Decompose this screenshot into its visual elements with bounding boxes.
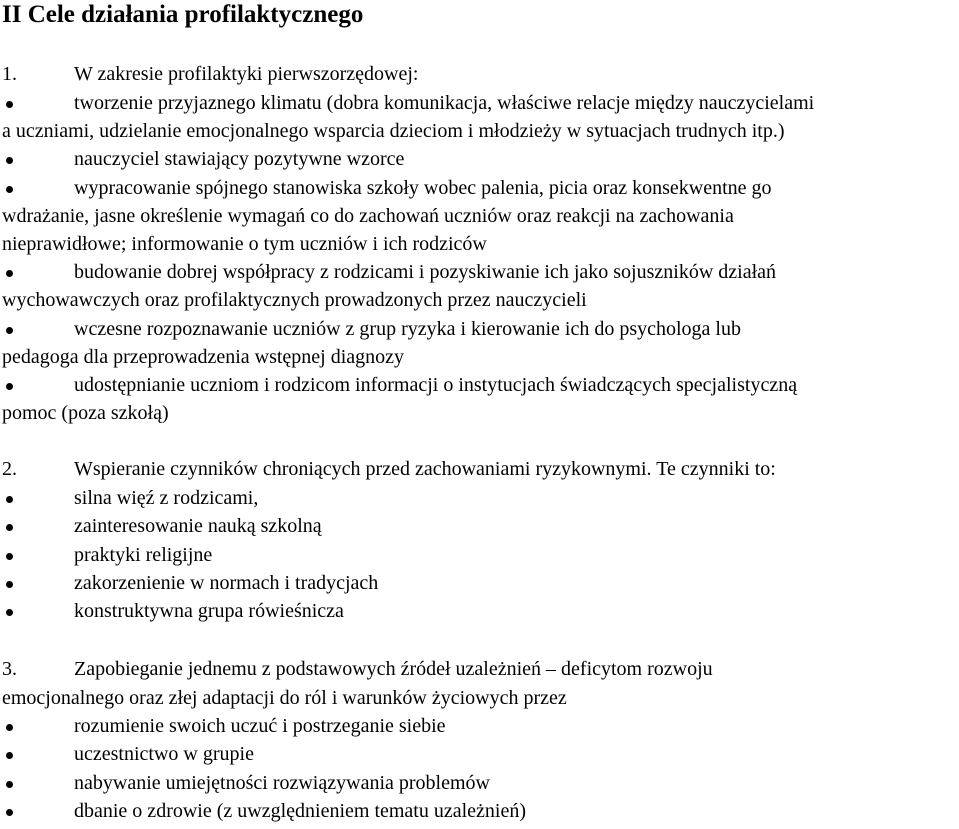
list-item: silna więź z rodzicami,	[74, 487, 259, 509]
bullet-icon	[6, 186, 13, 193]
list-item: praktyki religijne	[74, 544, 213, 566]
list-item: zakorzenienie w normach i tradycjach	[74, 572, 379, 594]
bullet-icon	[6, 327, 13, 334]
section-1-line: wczesne rozpoznawanie uczniów z grup ryzyka i kierowanie ich do psychologa lub	[74, 318, 741, 340]
bullet-icon	[6, 809, 13, 816]
list-item: konstruktywna grupa rówieśnicza	[74, 600, 344, 622]
section-1-line: pedagoga dla przeprowadzenia wstępnej diagnozy	[2, 346, 405, 368]
section-1-line: nieprawidłowe; informowanie o tym uczniów i ich rodziców	[2, 233, 487, 255]
bullet-icon	[6, 781, 13, 788]
section-1-number: 1.	[2, 63, 17, 85]
bullet-icon	[6, 524, 13, 531]
section-1-line: wdrażanie, jasne określenie wymagań co do zachowań uczniów oraz reakcji na zachowania	[2, 205, 734, 227]
section-1-line: nauczyciel stawiający pozytywne wzorce	[74, 148, 405, 170]
section-3-number: 3.	[2, 658, 17, 680]
list-item: zainteresowanie nauką szkolną	[74, 515, 322, 537]
section-1-line: wychowawczych oraz profilaktycznych prowadzonych przez nauczycieli	[2, 289, 587, 311]
section-1-line: wypracowanie spójnego stanowiska szkoły wobec palenia, picia oraz konsekwentne go	[74, 177, 772, 199]
section-1-line: pomoc (poza szkołą)	[2, 402, 169, 424]
bullet-icon	[6, 383, 13, 390]
section-3-lead: Zapobieganie jednemu z podstawowych źródeł uzależnień – deficytom rozwoju	[74, 658, 713, 680]
section-1-line: budowanie dobrej współpracy z rodzicami i pozyskiwanie ich jako sojuszników działań	[74, 261, 777, 283]
bullet-icon	[6, 752, 13, 759]
list-item: rozumienie swoich uczuć i postrzeganie siebie	[74, 715, 446, 737]
section-3-lead-cont: emocjonalnego oraz złej adaptacji do ról i warunków życiowych przez	[2, 687, 567, 709]
bullet-icon	[6, 609, 13, 616]
bullet-icon	[6, 496, 13, 503]
section-1-line: tworzenie przyjaznego klimatu (dobra komunikacja, właściwe relacje między nauczycielami	[74, 92, 815, 114]
section-1-line: a uczniami, udzielanie emocjonalnego wsparcia dzieciom i młodzieży w sytuacjach trudnych itp.)	[2, 120, 785, 142]
section-1-lead: W zakresie profilaktyki pierwszorzędowej:	[74, 63, 419, 85]
list-item: nabywanie umiejętności rozwiązywania problemów	[74, 772, 490, 794]
list-item: dbanie o zdrowie (z uwzględnieniem tematu uzależnień)	[74, 800, 527, 822]
bullet-icon	[6, 157, 13, 164]
list-item: uczestnictwo w grupie	[74, 743, 254, 765]
bullet-icon	[6, 581, 13, 588]
bullet-icon	[6, 101, 13, 108]
section-2-number: 2.	[2, 458, 17, 480]
bullet-icon	[6, 724, 13, 731]
bullet-icon	[6, 270, 13, 277]
section-2-lead: Wspieranie czynników chroniących przed zachowaniami ryzykownymi. Te czynniki to:	[74, 458, 776, 480]
section-1-line: udostępnianie uczniom i rodzicom informacji o instytucjach świadczących specjalistyczną	[74, 374, 798, 396]
bullet-icon	[6, 553, 13, 560]
page-title: II Cele działania profilaktycznego	[2, 1, 364, 28]
